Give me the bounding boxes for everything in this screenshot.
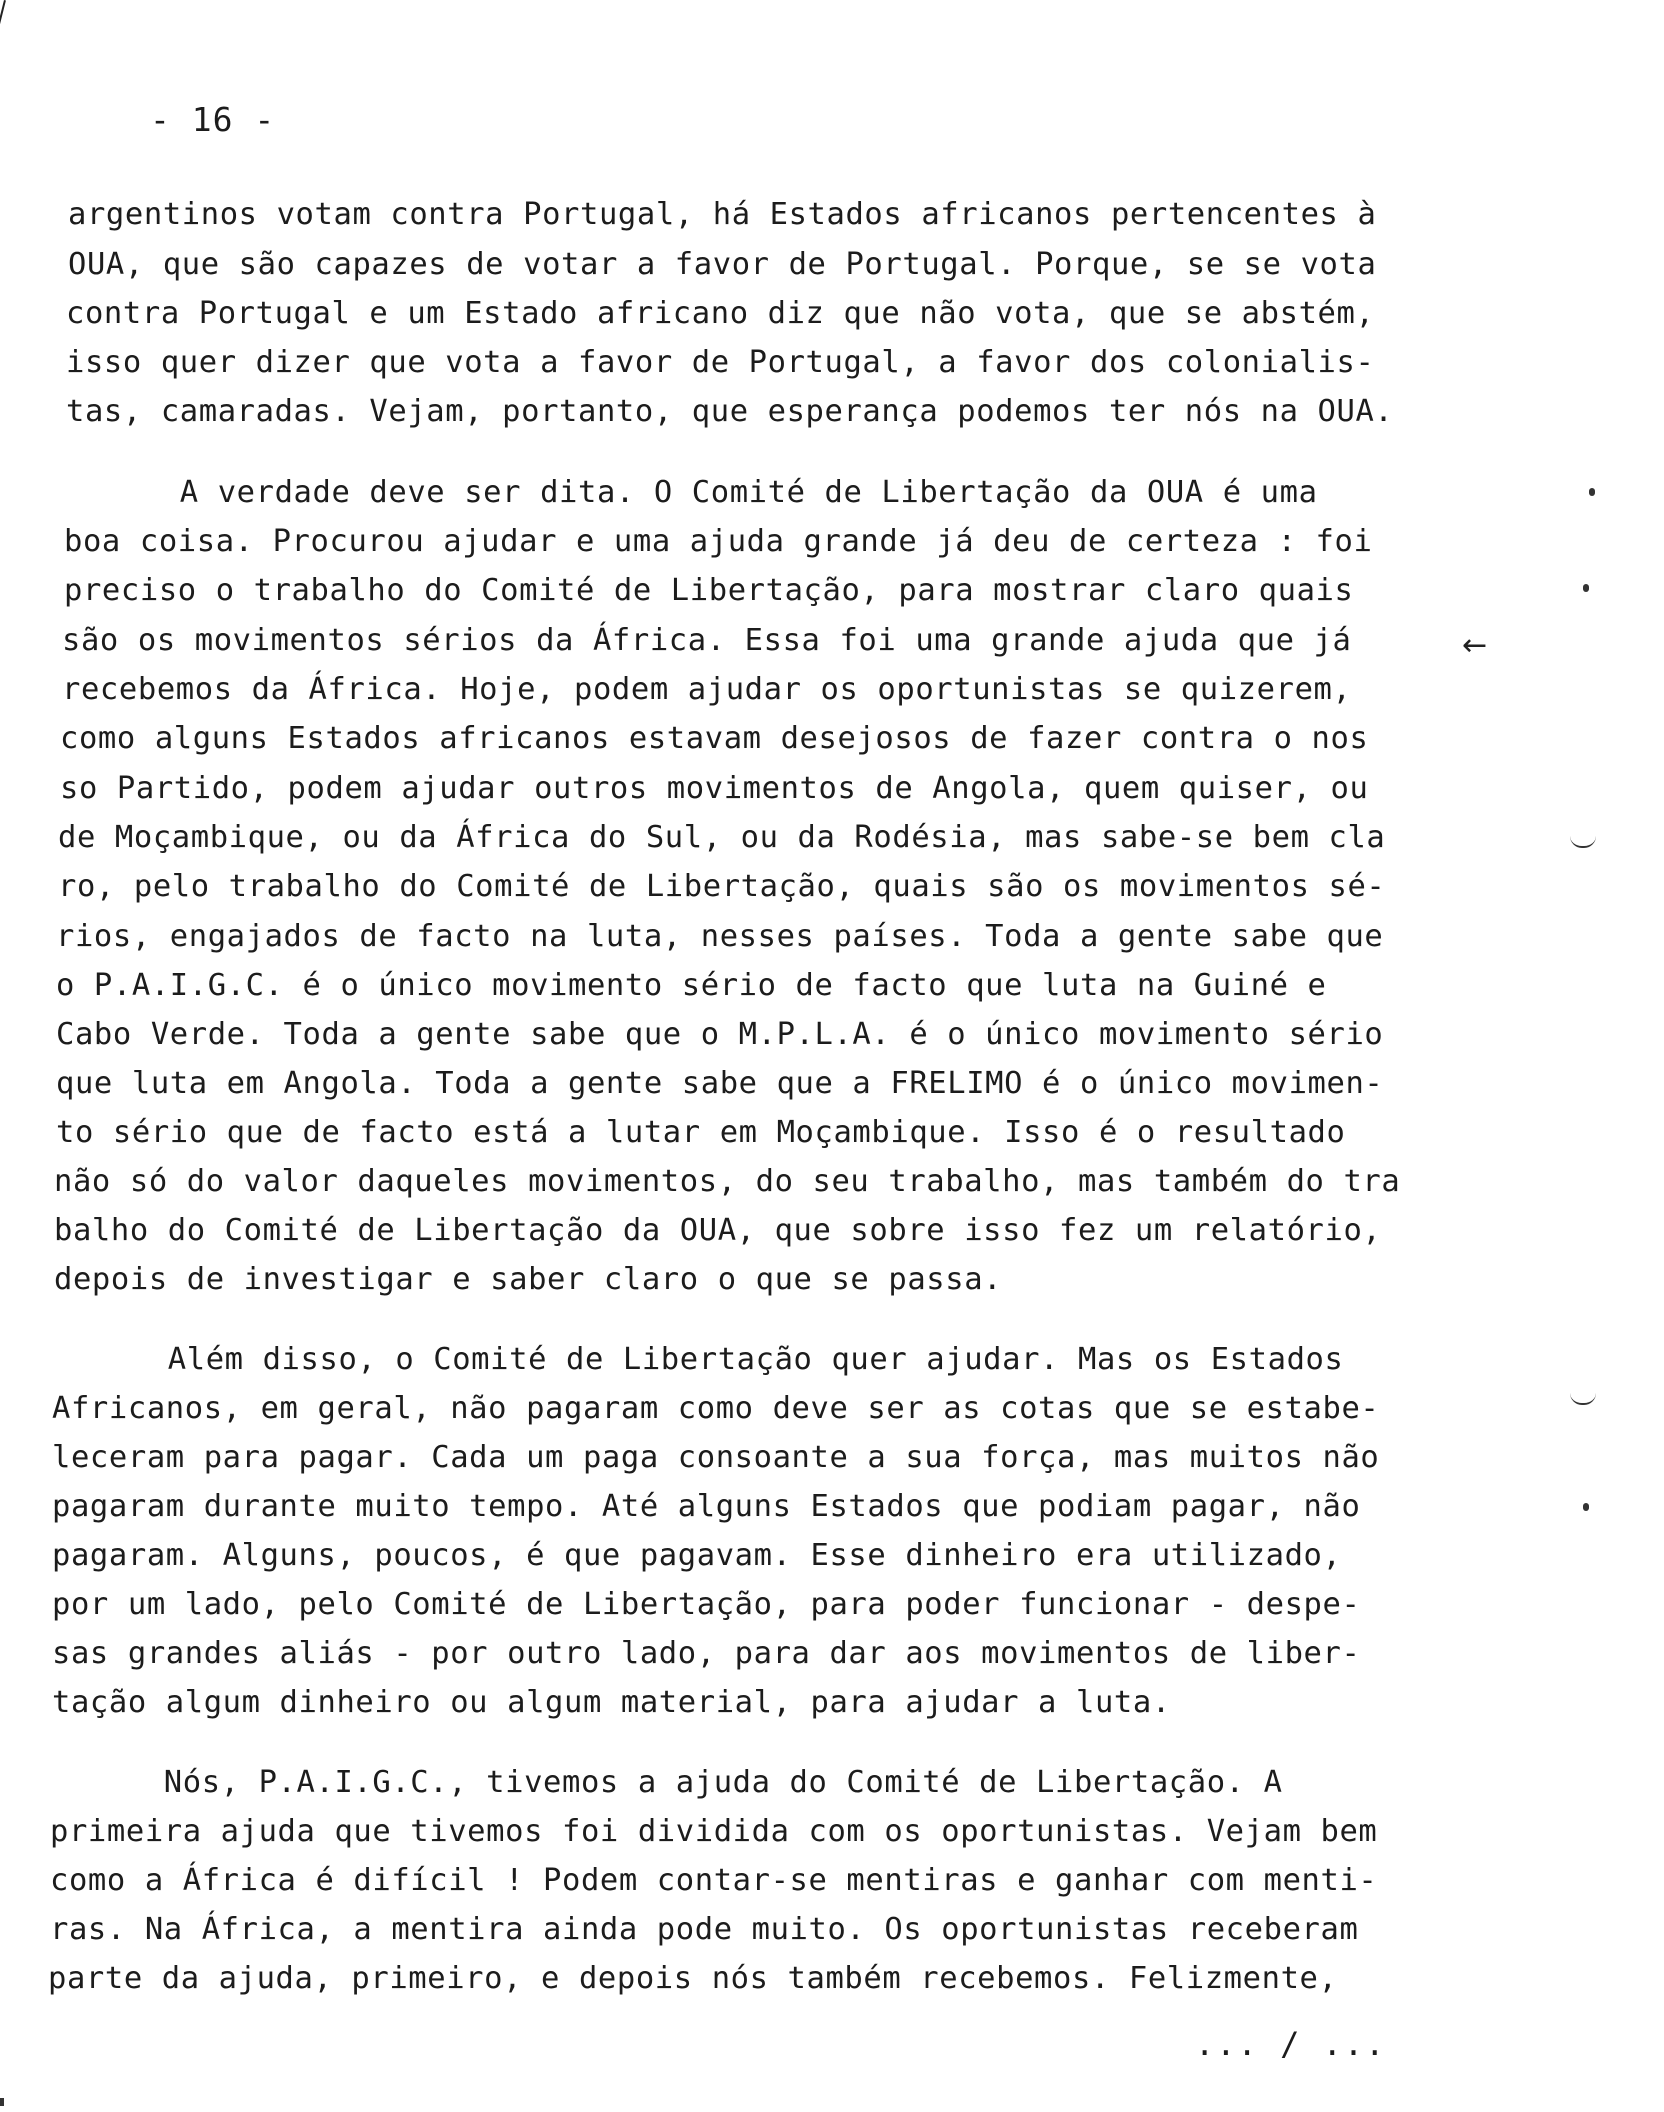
- text-line: boa coisa. Procurou ajudar e uma ajuda grande já deu de certeza : foi: [64, 524, 1373, 559]
- text-line: Africanos, em geral, não pagaram como deve ser as cotas que se estabe-: [52, 1391, 1380, 1426]
- text-line: depois de investigar e saber claro o que se passa.: [54, 1262, 1003, 1297]
- text-line: pagaram durante muito tempo. Até alguns Estados que podiam pagar, não: [52, 1489, 1361, 1524]
- edge-mark: [0, 2098, 4, 2106]
- text-line: Cabo Verde. Toda a gente sabe que o M.P.L.A. é o único movimento sério: [56, 1017, 1384, 1052]
- text-line: leceram para pagar. Cada um paga consoante a sua força, mas muitos não: [52, 1440, 1380, 1475]
- text-line: balho do Comité de Libertação da OUA, que sobre isso fez um relatório,: [54, 1213, 1382, 1248]
- margin-dot: [1583, 584, 1589, 592]
- text-line: são os movimentos sérios da África. Essa foi uma grande ajuda que já: [62, 623, 1352, 658]
- text-line: não só do valor daqueles movimentos, do seu trabalho, mas também do tra: [54, 1164, 1401, 1199]
- text-line: o P.A.I.G.C. é o único movimento sério de facto que luta na Guiné e: [56, 968, 1327, 1003]
- text-line: Nós, P.A.I.G.C., tivemos a ajuda do Comité de Libertação. A: [50, 1765, 1283, 1800]
- page-number: - 16 -: [150, 100, 276, 139]
- text-line: como a África é difícil ! Podem contar-se mentiras e ganhar com menti-: [50, 1863, 1378, 1898]
- text-line: to sério que de facto está a lutar em Moçambique. Isso é o resultado: [56, 1115, 1346, 1150]
- text-line: por um lado, pelo Comité de Libertação, para poder funcionar - despe-: [52, 1587, 1361, 1622]
- corner-pen-mark: [0, 0, 6, 51]
- text-line: recebemos da África. Hoje, podem ajudar os oportunistas se quizerem,: [62, 672, 1352, 707]
- text-line: OUA, que são capazes de votar a favor de Portugal. Porque, se se vota: [68, 247, 1377, 282]
- text-line: primeira ajuda que tivemos foi dividida com os oportunistas. Vejam bem: [50, 1814, 1378, 1849]
- text-line: ras. Na África, a mentira ainda pode muito. Os oportunistas receberam: [50, 1912, 1359, 1947]
- text-line: tação algum dinheiro ou algum material, para ajudar a luta.: [52, 1685, 1171, 1720]
- text-line: Além disso, o Comité de Libertação quer ajudar. Mas os Estados: [54, 1342, 1344, 1377]
- margin-curve-mark: [1570, 836, 1596, 848]
- text-line: A verdade deve ser dita. O Comité de Libertação da OUA é uma: [66, 475, 1318, 510]
- text-line: de Moçambique, ou da África do Sul, ou da Rodésia, mas sabe-se bem cla: [58, 820, 1386, 855]
- text-line: como alguns Estados africanos estavam desejosos de fazer contra o nos: [60, 721, 1369, 756]
- text-line: pagaram. Alguns, poucos, é que pagavam. Esse dinheiro era utilizado,: [52, 1538, 1342, 1573]
- text-line: sas grandes aliás - por outro lado, para dar aos movimentos de liber-: [52, 1636, 1361, 1671]
- text-line: ro, pelo trabalho do Comité de Libertação, quais são os movimentos sé-: [58, 869, 1386, 904]
- text-line: parte da ajuda, primeiro, e depois nós também recebemos. Felizmente,: [48, 1961, 1338, 1996]
- margin-arrow-icon: ←: [1462, 628, 1488, 663]
- margin-dot: [1583, 1503, 1589, 1511]
- continuation-marker: ... / ...: [1195, 2025, 1387, 2063]
- text-line: contra Portugal e um Estado africano diz que não vota, que se abstém,: [66, 296, 1375, 331]
- text-line: isso quer dizer que vota a favor de Portugal, a favor dos colonialis-: [66, 345, 1375, 380]
- text-line: tas, camaradas. Vejam, portanto, que esperança podemos ter nós na OUA.: [66, 394, 1394, 429]
- text-line: so Partido, podem ajudar outros movimentos de Angola, quem quiser, ou: [60, 771, 1369, 806]
- margin-curve-mark: [1570, 1393, 1596, 1405]
- text-line: preciso o trabalho do Comité de Libertação, para mostrar claro quais: [64, 573, 1354, 608]
- text-line: que luta em Angola. Toda a gente sabe que a FRELIMO é o único movimen-: [56, 1066, 1384, 1101]
- text-line: argentinos votam contra Portugal, há Estados africanos pertencentes à: [68, 197, 1377, 232]
- text-line: rios, engajados de facto na luta, nesses países. Toda a gente sabe que: [56, 919, 1384, 954]
- margin-dot: [1589, 488, 1595, 496]
